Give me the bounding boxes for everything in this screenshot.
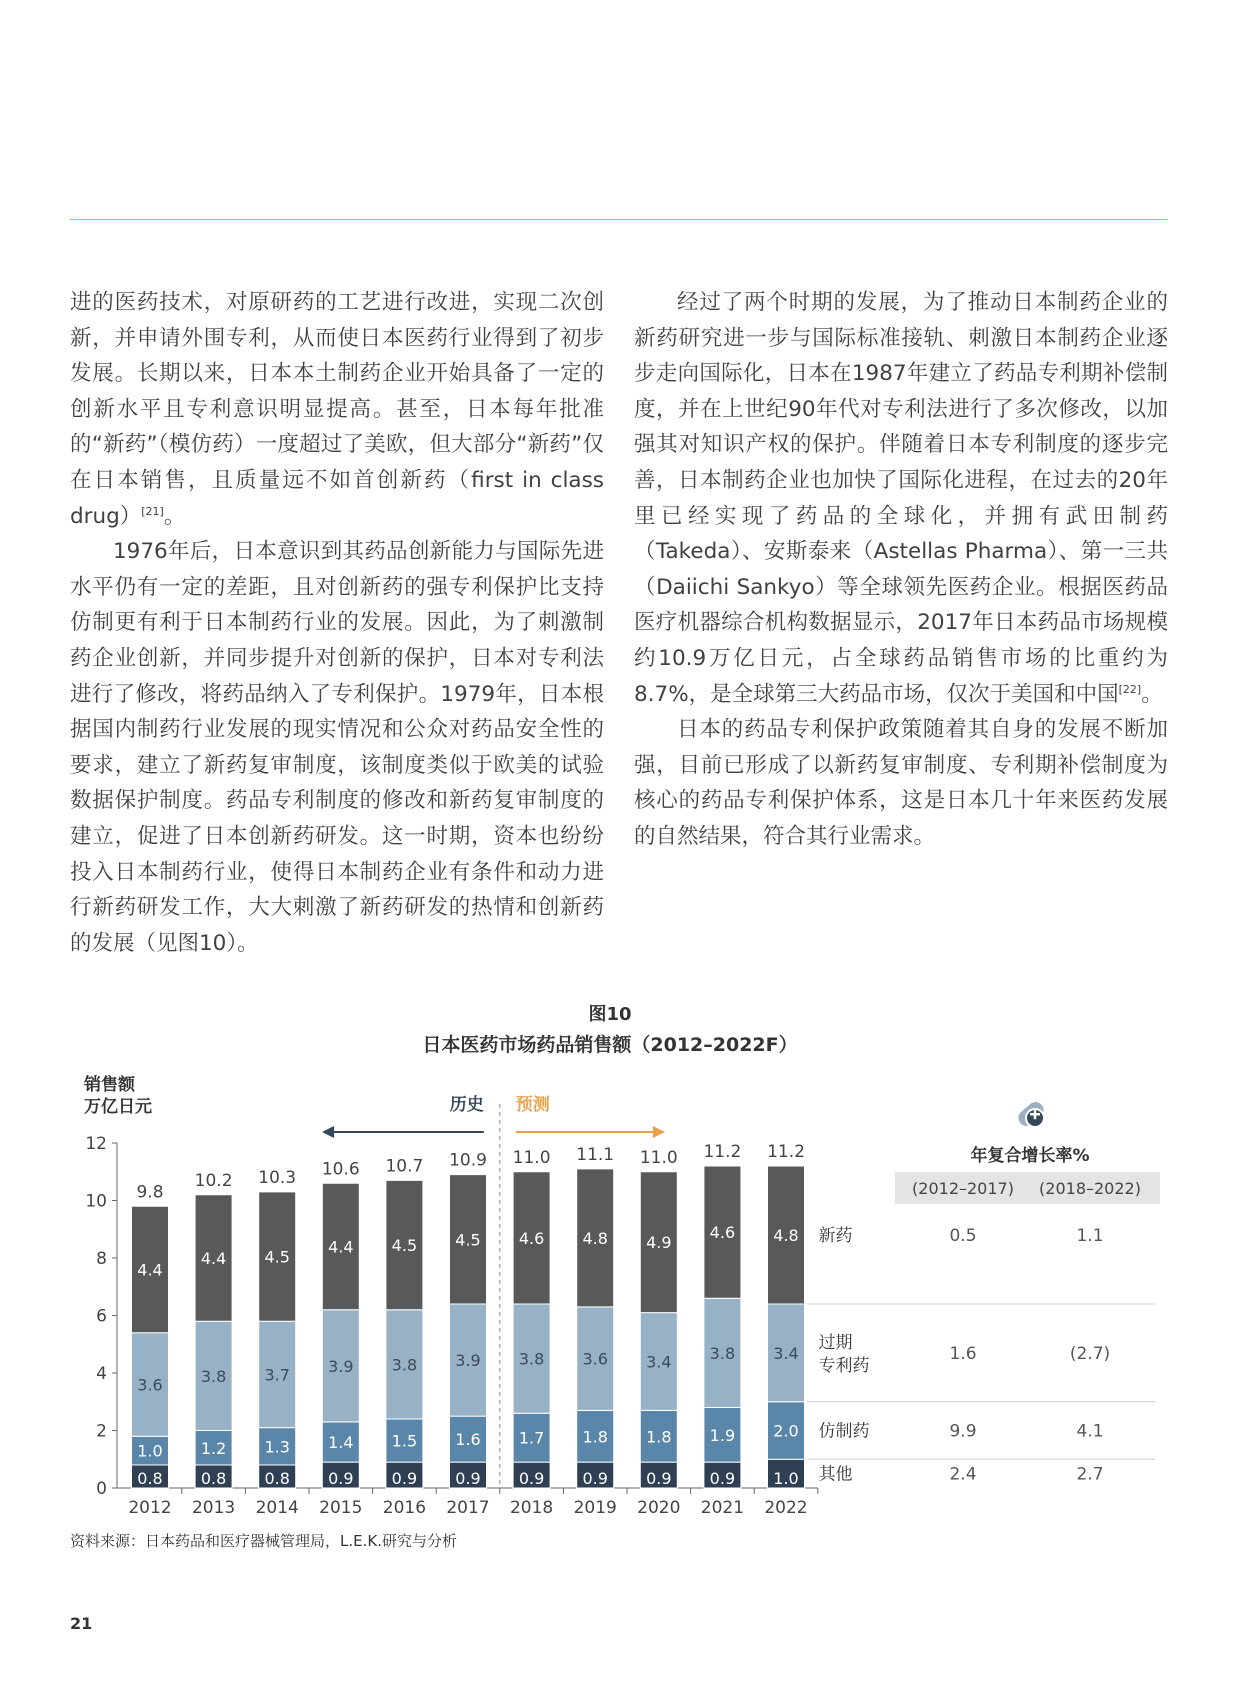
data-label: 1.8 — [646, 1427, 672, 1447]
data-label: 0.9 — [582, 1469, 608, 1488]
sales-stacked-bar-chart — [0, 1060, 1241, 1520]
cagr-title: 年复合增长率% — [970, 1146, 1090, 1166]
data-label: 0.9 — [328, 1469, 354, 1488]
data-label: 3.8 — [709, 1343, 736, 1363]
data-label: 4.6 — [518, 1228, 545, 1248]
data-label: 0.8 — [264, 1469, 290, 1488]
y-tick-label: 2 — [96, 1421, 107, 1442]
x-tick-label: 2018 — [509, 1498, 554, 1518]
y-tick-label: 10 — [85, 1191, 107, 1212]
header-rule — [70, 219, 1168, 220]
data-label: 4.4 — [137, 1260, 163, 1280]
data-label: 4.5 — [455, 1230, 481, 1250]
total-label: 10.3 — [258, 1167, 297, 1188]
data-label: 4.6 — [709, 1223, 736, 1243]
series-label: 新药 — [818, 1226, 853, 1246]
source-note: 资料来源：日本药品和医疗器械管理局，L.E.K.研究与分析 — [70, 1532, 457, 1550]
cagr-column-header: (2012–2017) — [912, 1179, 1014, 1198]
pill-plus-icon — [1015, 1099, 1047, 1129]
data-label: 1.0 — [137, 1441, 163, 1461]
x-tick-label: 2022 — [764, 1498, 808, 1518]
x-tick-label: 2016 — [382, 1498, 427, 1518]
x-tick-label: 2021 — [700, 1498, 745, 1518]
data-label: 2.0 — [773, 1421, 799, 1441]
cagr-value: (2.7) — [1069, 1343, 1111, 1364]
series-label: 专利药 — [818, 1355, 870, 1376]
data-label: 3.8 — [391, 1355, 418, 1375]
data-label: 3.6 — [137, 1375, 163, 1395]
data-label: 0.8 — [137, 1469, 163, 1488]
right-paragraph-2: 日本的药品专利保护政策随着其自身的发展不断加强，目前已形成了以新药复审制度、专利期补偿制度为核心的药品专利保护体系，这是日本几十年来医药发展的自然结果，符合其行业需求。 — [634, 717, 1168, 849]
figure-title: 日本医药市场药品销售额（2012–2022F） — [422, 1034, 798, 1056]
data-label: 0.9 — [709, 1469, 736, 1488]
data-label: 1.0 — [773, 1469, 799, 1488]
data-label: 4.8 — [582, 1228, 608, 1248]
data-label: 4.8 — [773, 1226, 799, 1245]
right-text-column — [634, 285, 1168, 855]
page-number: 21 — [70, 1614, 93, 1633]
data-label: 4.4 — [200, 1249, 227, 1268]
y-tick-label: 8 — [96, 1249, 107, 1269]
cagr-value: 9.9 — [949, 1421, 977, 1442]
x-tick-label: 2020 — [637, 1498, 681, 1518]
data-label: 1.5 — [391, 1431, 418, 1451]
data-label: 3.9 — [455, 1351, 481, 1371]
total-label: 10.6 — [321, 1159, 360, 1180]
data-label: 1.6 — [455, 1430, 481, 1450]
citation-21[interactable]: [21] — [141, 504, 164, 518]
x-tick-label: 2017 — [446, 1498, 490, 1518]
data-label: 3.8 — [518, 1349, 545, 1369]
history-label: 历史 — [449, 1095, 484, 1115]
data-label: 4.4 — [328, 1237, 354, 1257]
y-tick-label: 6 — [96, 1306, 107, 1327]
data-label: 3.4 — [646, 1352, 672, 1372]
data-label: 1.9 — [709, 1425, 736, 1445]
data-label: 0.9 — [391, 1469, 418, 1488]
data-label: 1.4 — [328, 1433, 354, 1452]
left-paragraph-2: 1976年后，日本意识到其药品创新能力与国际先进水平仍有一定的差距，且对创新药的强专利保护比支持仿制更有利于日本制药行业的发展。因此，为了刺激制药企业创新，并同步提升对创新的保护，日本对专利法进行了修改，将药品纳入了专利保护。1979年，日本根据国内制药行业发展的现实情况和公众对药品安全性的要求，建立了新药复审制度，该制度类似于欧美的试验数据保护制度。药品专利制度的修改和新药复审制度的建立，促进了日本创新药研发。这一时期，资本也纷纷投入日本制药行业，使得日本制药企业有条件和动力进行新药研发工作，大大刺激了新药研发的热情和创新药的发展（见图10）。 — [70, 539, 604, 956]
cagr-column-header: (2018–2022) — [1039, 1179, 1141, 1198]
forecast-label: 预测 — [515, 1095, 550, 1115]
citation-22[interactable]: [22] — [1118, 682, 1142, 696]
total-label: 11.2 — [703, 1142, 742, 1162]
history-arrowhead — [322, 1126, 334, 1138]
cagr-value: 0.5 — [949, 1226, 977, 1246]
x-tick-label: 2015 — [319, 1498, 363, 1518]
data-label: 0.9 — [455, 1469, 481, 1488]
x-tick-label: 2014 — [255, 1498, 299, 1518]
data-label: 4.5 — [391, 1236, 418, 1256]
right-paragraph-1: 经过了两个时期的发展，为了推动日本制药企业的新药研究进一步与国际标准接轨、刺激日本制药企业逐步走向国际化，日本在1987年建立了药品专利期补偿制度，并在上世纪90年代对专利法进行了多次修改，以加强其对知识产权的保护。伴随着日本专利制度的逐步完善，日本制药企业也加快了国际化进程，在过去的20年里已经实现了药品的全球化，并拥有武田制药（Takeda）、安斯泰来（Astellas Pharma）、第一三共（Daiichi Sankyo）等全球领先医药企业。根据医药品医疗机器综合机构数据显示，2017年日本药品市场规模约10.9万亿日元，占全球药品销售市场的比重约为8.7%，是全球第三大药品市场，仅次于美国和中国[22]。 — [634, 290, 1168, 707]
data-label: 3.8 — [200, 1366, 227, 1386]
data-label: 4.9 — [646, 1233, 672, 1253]
data-label: 0.8 — [200, 1469, 227, 1488]
data-label: 1.3 — [264, 1437, 290, 1457]
series-label: 仿制药 — [818, 1421, 870, 1442]
total-label: 10.7 — [385, 1156, 424, 1177]
cagr-value: 2.4 — [949, 1464, 977, 1485]
data-label: 0.9 — [518, 1469, 545, 1488]
left-text-column — [70, 285, 604, 961]
y-axis-unit: 万亿日元 — [84, 1097, 152, 1117]
total-label: 10.2 — [194, 1170, 233, 1191]
x-tick-label: 2012 — [128, 1498, 172, 1518]
total-label: 10.9 — [449, 1150, 487, 1171]
total-label: 11.0 — [639, 1147, 678, 1168]
data-label: 1.2 — [200, 1438, 227, 1458]
total-label: 11.2 — [767, 1142, 805, 1162]
figure-number: 图10 — [588, 1004, 632, 1025]
series-label: 其他 — [818, 1464, 853, 1485]
data-label: 3.4 — [773, 1343, 799, 1363]
data-label: 3.6 — [582, 1349, 608, 1369]
series-label: 过期 — [818, 1332, 853, 1353]
data-label: 3.7 — [264, 1365, 290, 1385]
forecast-arrowhead — [653, 1126, 665, 1138]
cagr-value: 4.1 — [1076, 1421, 1104, 1442]
left-paragraph-1: 进的医药技术，对原研药的工艺进行改进，实现二次创新，并申请外围专利，从而使日本医药行业得到了初步发展。长期以来，日本本土制药企业开始具备了一定的创新水平且专利意识明显提高。甚至，日本每年批准的“新药”（模仿药）一度超过了美欧，但大部分“新药”仅在日本销售，且质量远不如首创新药（first in class drug）[21]。 — [70, 290, 604, 529]
y-tick-label: 12 — [85, 1134, 107, 1154]
x-tick-label: 2013 — [191, 1498, 236, 1518]
cagr-value: 1.6 — [949, 1343, 977, 1364]
total-label: 11.0 — [512, 1147, 551, 1168]
data-label: 1.8 — [582, 1427, 608, 1447]
data-label: 3.9 — [328, 1356, 354, 1376]
cagr-value: 1.1 — [1076, 1226, 1104, 1246]
total-label: 11.1 — [576, 1144, 615, 1165]
total-label: 9.8 — [136, 1182, 164, 1203]
y-axis-label: 销售额 — [84, 1075, 135, 1095]
data-label: 1.7 — [518, 1428, 545, 1448]
y-tick-label: 4 — [96, 1364, 107, 1384]
data-label: 4.5 — [264, 1247, 290, 1267]
cagr-value: 2.7 — [1076, 1464, 1104, 1485]
x-tick-label: 2019 — [573, 1498, 617, 1518]
data-label: 0.9 — [646, 1469, 672, 1488]
y-tick-label: 0 — [96, 1479, 107, 1499]
